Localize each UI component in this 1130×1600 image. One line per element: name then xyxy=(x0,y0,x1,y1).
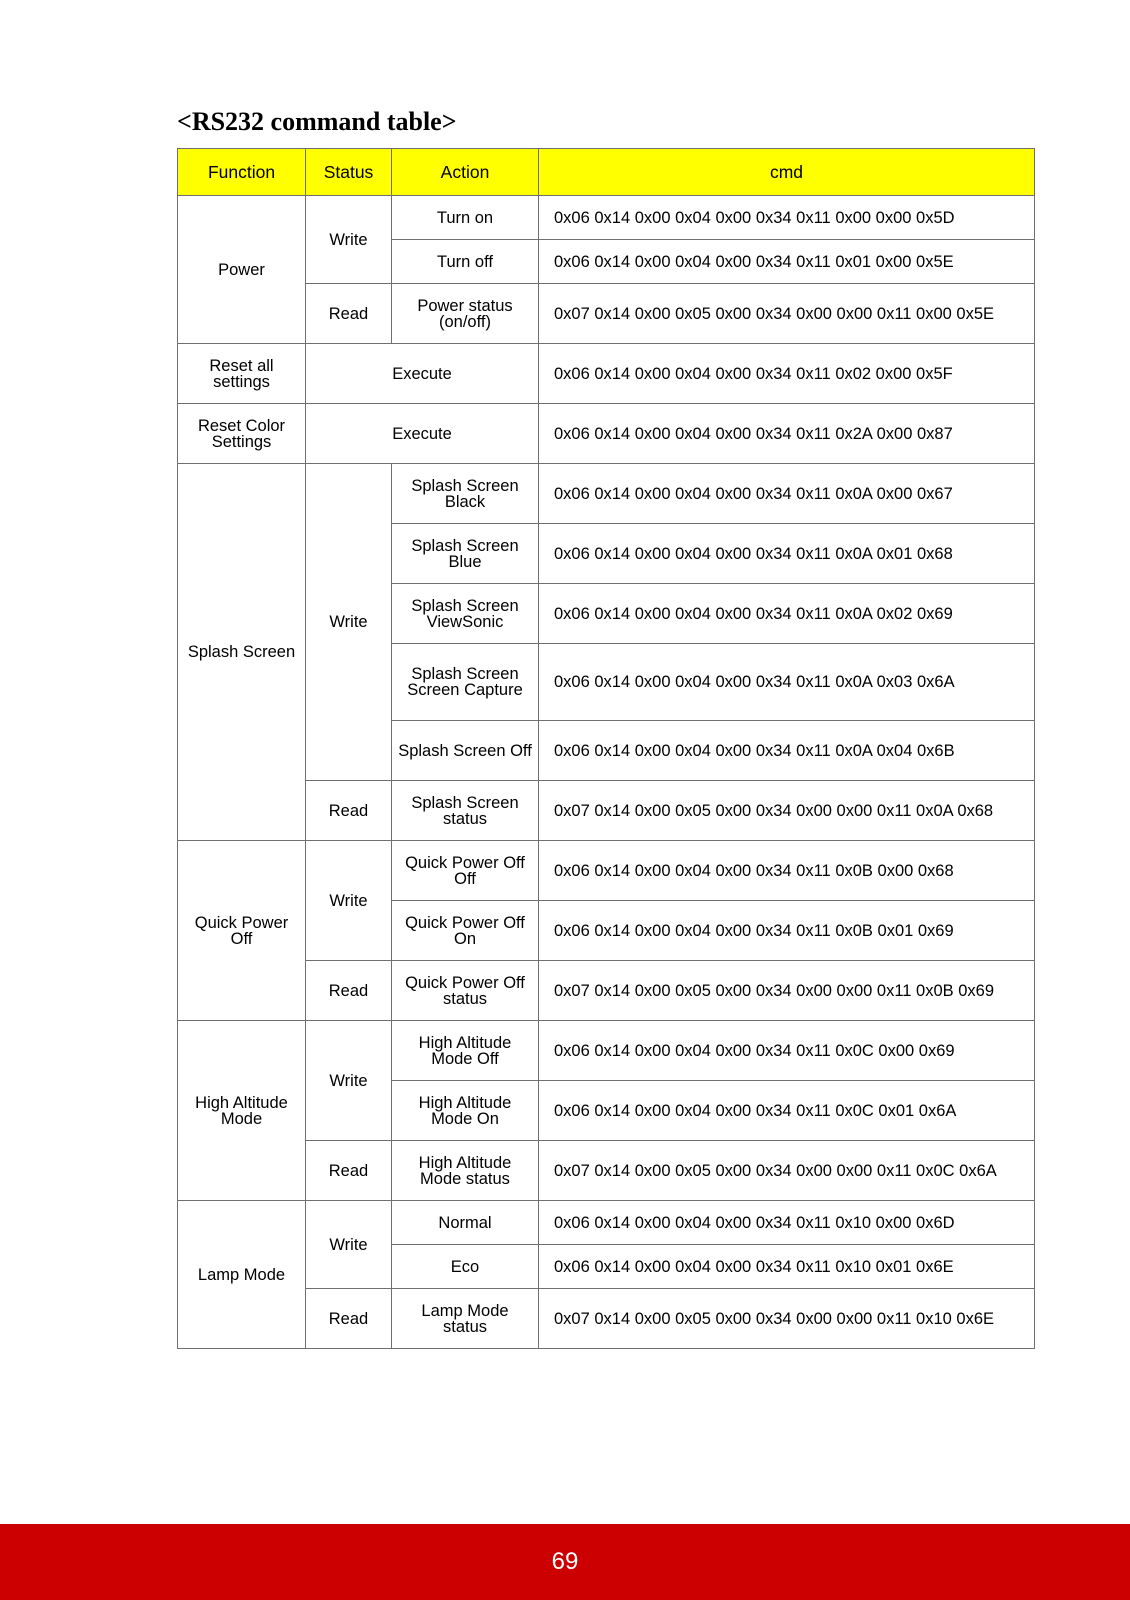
table-row xyxy=(178,1201,1035,1245)
cmd-cell: 0x07 0x14 0x00 0x05 0x00 0x34 0x00 0x00 0x11 0x0A 0x68 xyxy=(539,781,1035,841)
status-cell-read: Read xyxy=(306,1141,392,1201)
action-cell: High Altitude Mode status xyxy=(392,1141,539,1201)
action-cell: Turn off xyxy=(392,240,539,284)
header-status: Status xyxy=(306,149,392,196)
cmd-cell: 0x06 0x14 0x00 0x04 0x00 0x34 0x11 0x10 0x01 0x6E xyxy=(539,1245,1035,1289)
action-cell: Splash Screen Blue xyxy=(392,524,539,584)
table-row xyxy=(178,961,1035,1021)
status-cell-write: Write xyxy=(306,196,392,284)
action-cell: Splash Screen ViewSonic xyxy=(392,584,539,644)
action-cell: Normal xyxy=(392,1201,539,1245)
status-cell-read: Read xyxy=(306,284,392,344)
cmd-cell: 0x07 0x14 0x00 0x05 0x00 0x34 0x00 0x00 0x11 0x10 0x6E xyxy=(539,1289,1035,1349)
cmd-cell: 0x06 0x14 0x00 0x04 0x00 0x34 0x11 0x00 0x00 0x5D xyxy=(539,196,1035,240)
cmd-cell: 0x06 0x14 0x00 0x04 0x00 0x34 0x11 0x0A 0x03 0x6A xyxy=(539,644,1035,721)
table-row xyxy=(178,1021,1035,1081)
status-cell-read: Read xyxy=(306,1289,392,1349)
status-cell-write: Write xyxy=(306,1201,392,1289)
action-cell: High Altitude Mode On xyxy=(392,1081,539,1141)
function-cell-reset-color: Reset Color Settings xyxy=(178,404,306,464)
table-row xyxy=(178,1289,1035,1349)
action-cell-execute: Execute xyxy=(306,404,539,464)
action-cell: Splash Screen Black xyxy=(392,464,539,524)
function-cell-reset-all: Reset all settings xyxy=(178,344,306,404)
cmd-cell: 0x06 0x14 0x00 0x04 0x00 0x34 0x11 0x0A 0x04 0x6B xyxy=(539,721,1035,781)
status-cell-read: Read xyxy=(306,961,392,1021)
action-cell: Quick Power Off On xyxy=(392,901,539,961)
cmd-cell: 0x06 0x14 0x00 0x04 0x00 0x34 0x11 0x0C 0x00 0x69 xyxy=(539,1021,1035,1081)
status-cell-write: Write xyxy=(306,841,392,961)
table-row xyxy=(178,344,1035,404)
action-cell: Quick Power Off Off xyxy=(392,841,539,901)
table-header-row xyxy=(178,149,1035,196)
status-cell-write: Write xyxy=(306,464,392,781)
cmd-cell: 0x06 0x14 0x00 0x04 0x00 0x34 0x11 0x10 0x00 0x6D xyxy=(539,1201,1035,1245)
table-row xyxy=(178,1141,1035,1201)
function-cell-high-altitude-mode: High Altitude Mode xyxy=(178,1021,306,1201)
cmd-cell: 0x06 0x14 0x00 0x04 0x00 0x34 0x11 0x02 0x00 0x5F xyxy=(539,344,1035,404)
header-cmd: cmd xyxy=(539,149,1035,196)
cmd-cell: 0x06 0x14 0x00 0x04 0x00 0x34 0x11 0x01 0x00 0x5E xyxy=(539,240,1035,284)
table-row xyxy=(178,404,1035,464)
action-cell: Lamp Mode status xyxy=(392,1289,539,1349)
rs232-command-table xyxy=(177,148,1035,1349)
action-cell: Splash Screen status xyxy=(392,781,539,841)
action-cell: Quick Power Off status xyxy=(392,961,539,1021)
table-row xyxy=(178,464,1035,524)
cmd-cell: 0x06 0x14 0x00 0x04 0x00 0x34 0x11 0x0C 0x01 0x6A xyxy=(539,1081,1035,1141)
function-cell-power: Power xyxy=(178,196,306,344)
cmd-cell: 0x06 0x14 0x00 0x04 0x00 0x34 0x11 0x0B 0x01 0x69 xyxy=(539,901,1035,961)
status-cell-write: Write xyxy=(306,1021,392,1141)
action-cell: High Altitude Mode Off xyxy=(392,1021,539,1081)
function-cell-quick-power-off: Quick Power Off xyxy=(178,841,306,1021)
action-cell: Turn on xyxy=(392,196,539,240)
function-cell-splash-screen: Splash Screen xyxy=(178,464,306,841)
cmd-cell: 0x07 0x14 0x00 0x05 0x00 0x34 0x00 0x00 0x11 0x0B 0x69 xyxy=(539,961,1035,1021)
cmd-cell: 0x07 0x14 0x00 0x05 0x00 0x34 0x00 0x00 0x11 0x0C 0x6A xyxy=(539,1141,1035,1201)
cmd-cell: 0x06 0x14 0x00 0x04 0x00 0x34 0x11 0x0A 0x01 0x68 xyxy=(539,524,1035,584)
cmd-cell: 0x06 0x14 0x00 0x04 0x00 0x34 0x11 0x0B 0x00 0x68 xyxy=(539,841,1035,901)
action-cell: Splash Screen Screen Capture xyxy=(392,644,539,721)
table-row xyxy=(178,284,1035,344)
status-cell-read: Read xyxy=(306,781,392,841)
cmd-cell: 0x06 0x14 0x00 0x04 0x00 0x34 0x11 0x2A 0x00 0x87 xyxy=(539,404,1035,464)
table-row xyxy=(178,841,1035,901)
cmd-cell: 0x07 0x14 0x00 0x05 0x00 0x34 0x00 0x00 0x11 0x00 0x5E xyxy=(539,284,1035,344)
header-action: Action xyxy=(392,149,539,196)
table-row xyxy=(178,196,1035,240)
function-cell-lamp-mode: Lamp Mode xyxy=(178,1201,306,1349)
action-cell: Eco xyxy=(392,1245,539,1289)
page-number: 69 xyxy=(551,1548,579,1575)
action-cell-execute: Execute xyxy=(306,344,539,404)
table-row xyxy=(178,781,1035,841)
action-cell: Splash Screen Off xyxy=(392,721,539,781)
page-title: <RS232 command table> xyxy=(177,107,457,136)
cmd-cell: 0x06 0x14 0x00 0x04 0x00 0x34 0x11 0x0A 0x00 0x67 xyxy=(539,464,1035,524)
action-cell: Power status (on/off) xyxy=(392,284,539,344)
header-function: Function xyxy=(178,149,306,196)
cmd-cell: 0x06 0x14 0x00 0x04 0x00 0x34 0x11 0x0A 0x02 0x69 xyxy=(539,584,1035,644)
